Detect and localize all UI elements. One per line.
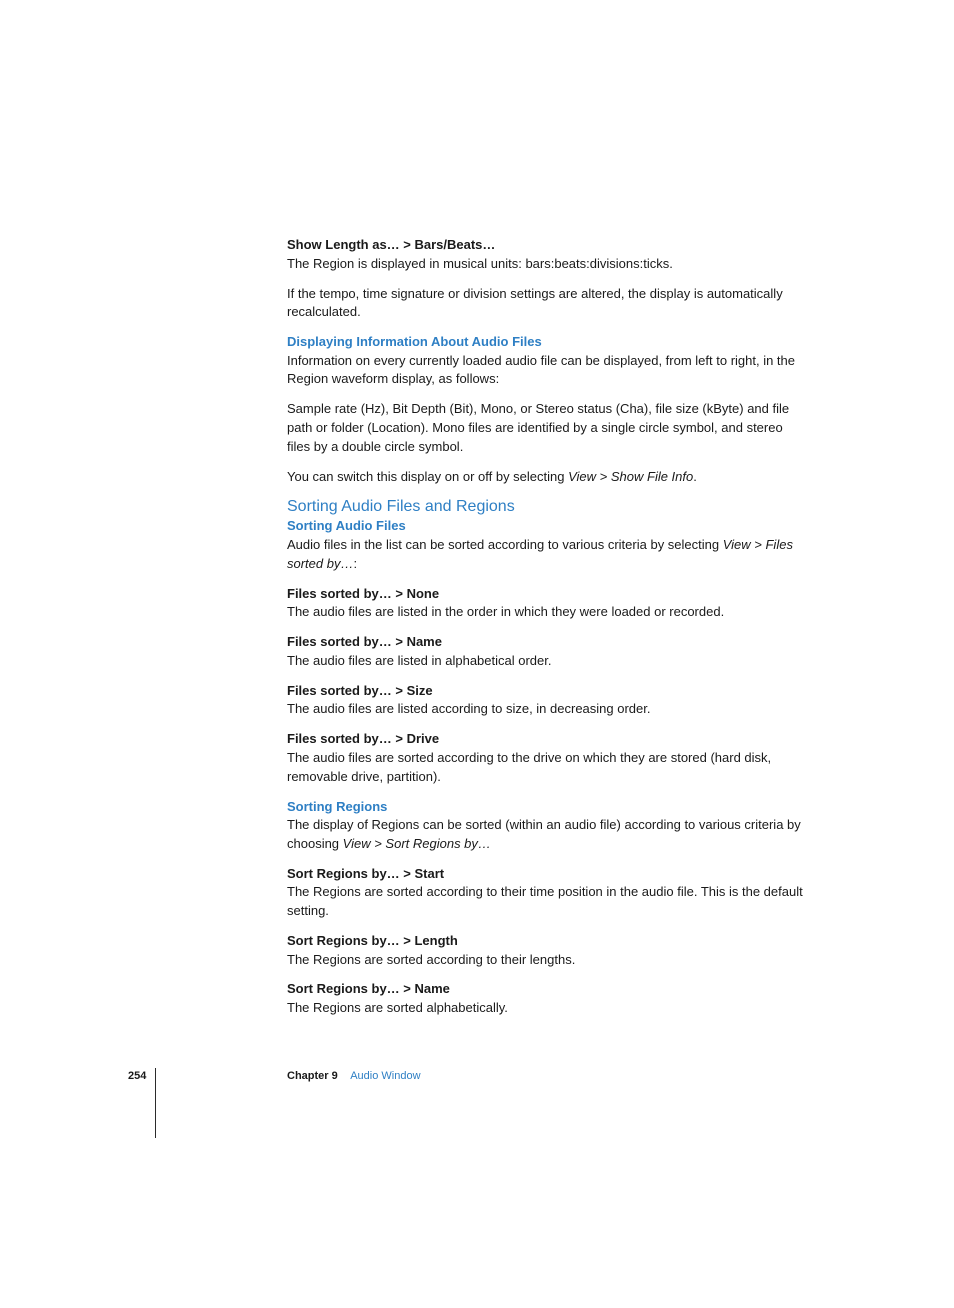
menu-option-label: Sort Regions by… > Length xyxy=(287,932,458,948)
menu-path: View > Sort Regions by… xyxy=(342,835,491,851)
paragraph: If the tempo, time signature or division settings are altered, the display is automatically recalculated. xyxy=(287,285,783,320)
menu-path: View > Files sorted by… xyxy=(287,537,793,571)
text: . xyxy=(693,468,697,484)
option-description: The Regions are sorted according to their time position in the audio file. This is the default setting. xyxy=(287,884,803,918)
subsection-heading: Sorting Regions xyxy=(287,798,388,814)
subsection-heading: Sorting Audio Files xyxy=(287,518,406,534)
text: : xyxy=(353,555,358,571)
chapter-title: Audio Window xyxy=(350,1070,421,1082)
option-description: The audio files are listed in alphabetical order. xyxy=(287,652,552,668)
option-description: The audio files are listed according to size, in decreasing order. xyxy=(287,701,651,717)
paragraph: Sample rate (Hz), Bit Depth (Bit), Mono, or Stereo status (Cha), file size (kByte) and file path or folder (Location). Mono files are identified by a single circle symbol, and stereo files by a double circle symbol. xyxy=(287,401,790,454)
option-description: The audio files are listed in the order in which they were loaded or recorded. xyxy=(287,604,725,620)
chapter-label: Chapter 9 xyxy=(287,1070,338,1082)
paragraph xyxy=(287,816,807,853)
footer-chapter xyxy=(287,1070,421,1082)
option-description: The Regions are sorted alphabetically. xyxy=(287,1000,508,1016)
page-content xyxy=(287,236,807,1018)
menu-option-label: Files sorted by… > Size xyxy=(287,682,433,698)
text: You can switch this display on or off by selecting xyxy=(287,468,569,484)
menu-option-label: Sort Regions by… > Start xyxy=(287,865,445,881)
option-description: The Regions are sorted according to their lengths. xyxy=(287,951,576,967)
menu-option-label: Show Length as… > Bars/Beats… xyxy=(287,237,496,252)
menu-path: View > Show File Info xyxy=(568,468,694,484)
page-number: 254 xyxy=(128,1070,147,1082)
option-description: The Region is displayed in musical units: bars:beats:divisions:ticks. xyxy=(287,255,673,271)
section-heading: Sorting Audio Files and Regions xyxy=(287,498,515,516)
menu-option-label: Files sorted by… > Drive xyxy=(287,731,440,747)
text: Audio files in the list can be sorted according to various criteria by selecting xyxy=(287,537,723,553)
paragraph xyxy=(287,468,807,487)
subsection-heading: Displaying Information About Audio Files xyxy=(287,334,542,350)
paragraph: Information on every currently loaded audio file can be displayed, from left to right, in the Region waveform display, as follows: xyxy=(287,352,796,387)
menu-option-label: Files sorted by… > Name xyxy=(287,634,442,650)
menu-option-label: Files sorted by… > None xyxy=(287,585,440,601)
paragraph xyxy=(287,536,807,573)
footer-divider xyxy=(155,1068,156,1138)
menu-option-label: Sort Regions by… > Name xyxy=(287,981,450,997)
text: The display of Regions can be sorted (within an audio file) according to various criteria by choosing xyxy=(287,817,801,851)
option-description: The audio files are sorted according to the drive on which they are stored (hard disk, removable drive, partition). xyxy=(287,749,772,784)
